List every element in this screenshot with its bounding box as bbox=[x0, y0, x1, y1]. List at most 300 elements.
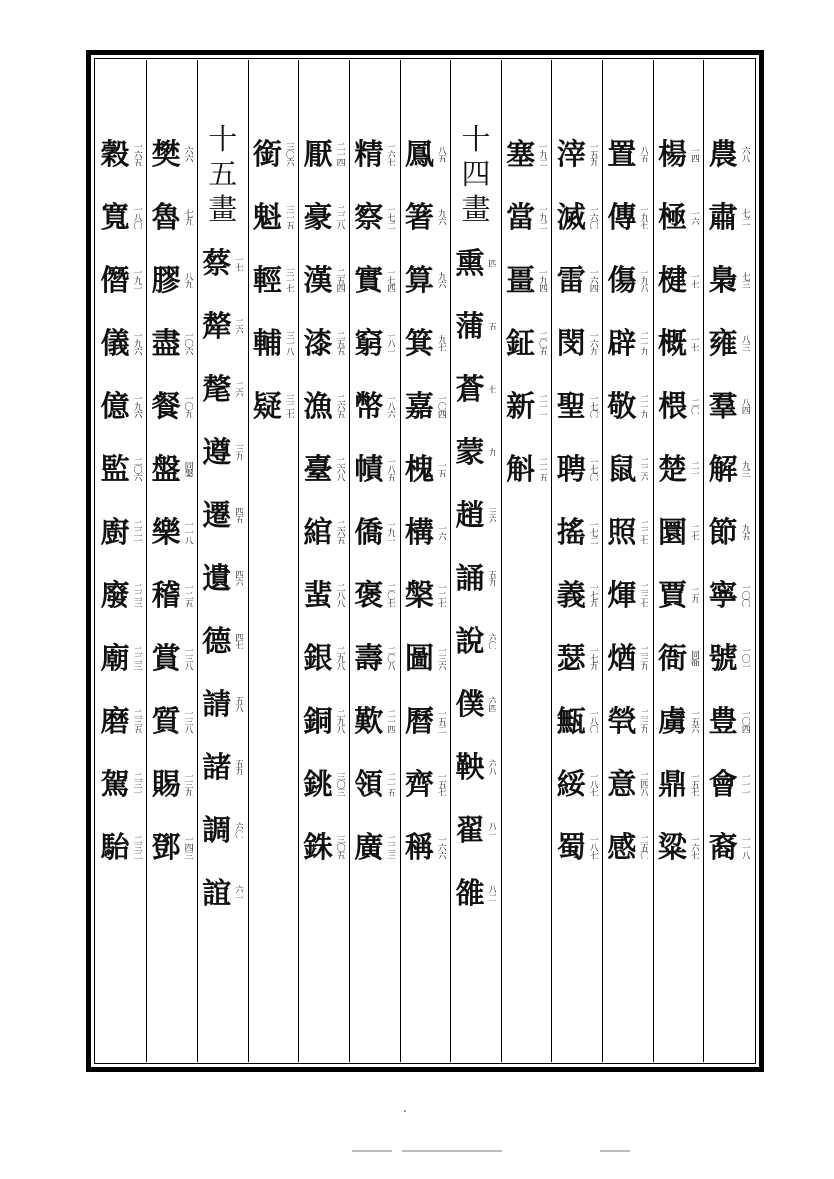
entry-page-number: 七三 bbox=[739, 271, 750, 288]
index-entry bbox=[552, 437, 602, 500]
index-entry bbox=[401, 689, 451, 752]
index-entry bbox=[147, 311, 197, 374]
entry-page-number: 一七 bbox=[233, 254, 244, 271]
entry-character: 煇 bbox=[607, 577, 637, 612]
index-entry bbox=[502, 185, 552, 248]
index-entry bbox=[96, 752, 146, 815]
index-entry bbox=[603, 122, 653, 185]
scan-speck bbox=[404, 1110, 406, 1112]
index-entry bbox=[350, 311, 400, 374]
entry-page-number: 四六 bbox=[233, 569, 244, 586]
entry-character: 僑 bbox=[354, 514, 384, 549]
entry-page-number: 二六八 bbox=[334, 456, 345, 481]
entry-character: 閔 bbox=[556, 325, 586, 360]
index-entry bbox=[654, 311, 704, 374]
entry-character: 衙 bbox=[658, 640, 688, 675]
entry-page-number: 一七二 bbox=[587, 519, 598, 544]
entry-page-number: 一六七 bbox=[689, 834, 700, 859]
entry-character: 蒲 bbox=[455, 308, 485, 343]
index-entry bbox=[552, 122, 602, 185]
entry-character: 照 bbox=[607, 514, 637, 549]
entry-character: 煢 bbox=[607, 703, 637, 738]
entry-page-number: 二二三 bbox=[131, 582, 142, 607]
index-entry bbox=[350, 185, 400, 248]
entry-character: 穀 bbox=[100, 136, 130, 171]
entry-character: 雒 bbox=[455, 875, 485, 910]
index-entry bbox=[350, 374, 400, 437]
index-entry bbox=[96, 248, 146, 311]
entry-page-number: 三〇三 bbox=[334, 771, 345, 796]
entry-page-number: 二五〇 bbox=[638, 834, 649, 859]
index-entry bbox=[147, 374, 197, 437]
index-entry bbox=[198, 483, 248, 546]
entry-page-number: 九三 bbox=[739, 460, 750, 477]
entry-character: 熏 bbox=[455, 245, 485, 280]
entry-character: 幣 bbox=[354, 388, 384, 423]
entry-page-number: 一一一 bbox=[739, 771, 750, 796]
entry-character: 鞅 bbox=[455, 749, 485, 784]
entry-character: 調 bbox=[202, 812, 232, 847]
entry-page-number: 二五四 bbox=[334, 267, 345, 292]
entry-character: 辟 bbox=[607, 325, 637, 360]
index-entry bbox=[654, 122, 704, 185]
entry-page-number: 一三六 bbox=[435, 645, 446, 670]
index-entry bbox=[299, 185, 349, 248]
entry-character: 廢 bbox=[100, 577, 130, 612]
index-column bbox=[602, 60, 653, 1062]
entry-page-number: 二二一 bbox=[131, 519, 142, 544]
index-entry bbox=[552, 185, 602, 248]
entry-character: 甒 bbox=[556, 703, 586, 738]
index-entry bbox=[249, 248, 299, 311]
index-entry bbox=[654, 500, 704, 563]
index-entry bbox=[451, 798, 501, 861]
entry-page-number: 二六 bbox=[233, 380, 244, 397]
entry-character: 瑟 bbox=[556, 640, 586, 675]
entry-character: 樊 bbox=[151, 136, 181, 171]
index-entry bbox=[603, 248, 653, 311]
entry-page-number: 二六 bbox=[233, 317, 244, 334]
index-entry bbox=[654, 689, 704, 752]
entry-page-number: 同衙 bbox=[689, 649, 700, 666]
entry-page-number: 四 bbox=[486, 258, 497, 267]
entry-character: 節 bbox=[708, 514, 738, 549]
entry-character: 虜 bbox=[658, 703, 688, 738]
entry-character: 搖 bbox=[556, 514, 586, 549]
index-entry bbox=[401, 500, 451, 563]
index-entry bbox=[96, 626, 146, 689]
entry-page-number: 一六七 bbox=[385, 141, 396, 166]
entry-character: 煪 bbox=[607, 640, 637, 675]
entry-character: 雍 bbox=[708, 325, 738, 360]
entry-character: 歎 bbox=[354, 703, 384, 738]
index-entry bbox=[552, 689, 602, 752]
index-entry bbox=[451, 483, 501, 546]
entry-page-number: 三一八 bbox=[283, 330, 294, 355]
entry-character: 僕 bbox=[455, 686, 485, 721]
index-entry bbox=[704, 185, 754, 248]
entry-character: 察 bbox=[354, 199, 384, 234]
entry-page-number: 一七四 bbox=[385, 267, 396, 292]
index-entry bbox=[147, 815, 197, 878]
index-entry bbox=[552, 311, 602, 374]
entry-page-number: 一七九 bbox=[587, 645, 598, 670]
entry-page-number: 二二八 bbox=[334, 204, 345, 229]
entry-character: 氂 bbox=[202, 371, 232, 406]
entry-character: 敬 bbox=[607, 388, 637, 423]
entry-page-number: 一七 bbox=[689, 271, 700, 288]
entry-character: 盡 bbox=[151, 325, 181, 360]
entry-character: 義 bbox=[556, 577, 586, 612]
entry-character: 疑 bbox=[252, 388, 282, 423]
index-column bbox=[197, 60, 248, 1062]
entry-page-number: 一九七 bbox=[638, 204, 649, 229]
index-entry bbox=[96, 689, 146, 752]
entry-character: 銖 bbox=[303, 829, 333, 864]
index-column bbox=[501, 60, 552, 1062]
index-entry bbox=[451, 231, 501, 294]
index-column bbox=[551, 60, 602, 1062]
stroke-count-heading bbox=[451, 122, 501, 227]
entry-page-number: 二〇五 bbox=[537, 330, 548, 355]
entry-page-number: 二一五 bbox=[537, 456, 548, 481]
entry-page-number: 八一 bbox=[486, 821, 497, 838]
entry-page-number: 二三九 bbox=[638, 645, 649, 670]
entry-page-number: 五九 bbox=[233, 758, 244, 775]
entry-page-number: 一八七 bbox=[587, 834, 598, 859]
entry-character: 實 bbox=[354, 262, 384, 297]
entry-character: 豊 bbox=[708, 703, 738, 738]
entry-character: 褒 bbox=[354, 577, 384, 612]
stroke-count-heading bbox=[198, 122, 248, 227]
entry-character: 構 bbox=[404, 514, 434, 549]
index-entry bbox=[401, 437, 451, 500]
entry-character: 精 bbox=[354, 136, 384, 171]
index-entry bbox=[704, 500, 754, 563]
entry-character: 遺 bbox=[202, 560, 232, 595]
index-entry bbox=[299, 563, 349, 626]
index-entry bbox=[198, 609, 248, 672]
entry-character: 置 bbox=[607, 136, 637, 171]
entry-character: 遵 bbox=[202, 434, 232, 469]
entry-character: 羣 bbox=[708, 388, 738, 423]
entry-page-number: 九 bbox=[486, 447, 497, 456]
entry-character: 儀 bbox=[100, 325, 130, 360]
index-entry bbox=[96, 563, 146, 626]
entry-page-number: 三一五 bbox=[283, 204, 294, 229]
entry-character: 畺 bbox=[506, 262, 536, 297]
entry-character: 臺 bbox=[303, 451, 333, 486]
entry-character: 駘 bbox=[100, 829, 130, 864]
index-entry bbox=[249, 311, 299, 374]
heading-char: 五 bbox=[208, 157, 238, 191]
entry-page-number: 一四 bbox=[689, 145, 700, 162]
entry-page-number: 八九 bbox=[182, 271, 193, 288]
index-entry bbox=[654, 185, 704, 248]
entry-page-number: 一一八 bbox=[182, 519, 193, 544]
index-entry bbox=[552, 626, 602, 689]
index-entry bbox=[603, 626, 653, 689]
entry-page-number: 一八一 bbox=[385, 330, 396, 355]
footer-smudge bbox=[352, 1150, 392, 1152]
entry-page-number: 八四 bbox=[739, 397, 750, 414]
entry-page-number: 二一四 bbox=[385, 708, 396, 733]
index-entry bbox=[299, 374, 349, 437]
index-entry bbox=[96, 374, 146, 437]
entry-character: 廟 bbox=[100, 640, 130, 675]
footer-smudge bbox=[600, 1150, 630, 1152]
index-entry bbox=[704, 374, 754, 437]
entry-character: 幘 bbox=[354, 451, 384, 486]
entry-page-number: 二〇七 bbox=[385, 582, 396, 607]
entry-character: 樂 bbox=[151, 514, 181, 549]
entry-character: 諸 bbox=[202, 749, 232, 784]
index-entry bbox=[654, 626, 704, 689]
entry-character: 箕 bbox=[404, 325, 434, 360]
entry-page-number: 一〇四 bbox=[739, 708, 750, 733]
heading-char: 十 bbox=[208, 122, 238, 156]
index-entry bbox=[96, 437, 146, 500]
index-entry bbox=[451, 294, 501, 357]
entry-character: 盤 bbox=[151, 451, 181, 486]
entry-page-number: 二五五 bbox=[334, 330, 345, 355]
entry-character: 餐 bbox=[151, 388, 181, 423]
entry-character: 銀 bbox=[303, 640, 333, 675]
entry-character: 楊 bbox=[658, 136, 688, 171]
entry-page-number: 一七〇 bbox=[587, 456, 598, 481]
entry-character: 鳳 bbox=[404, 136, 434, 171]
entry-page-number: 一三九 bbox=[182, 771, 193, 796]
entry-page-number: 一〇九 bbox=[182, 393, 193, 418]
entry-page-number: 一九六 bbox=[131, 330, 142, 355]
index-entry bbox=[654, 248, 704, 311]
index-entry bbox=[502, 374, 552, 437]
entry-character: 膠 bbox=[151, 262, 181, 297]
entry-page-number: 一九四 bbox=[537, 267, 548, 292]
index-entry bbox=[654, 752, 704, 815]
entry-character: 蜀 bbox=[556, 829, 586, 864]
index-entry bbox=[704, 626, 754, 689]
footer-smudge bbox=[402, 1150, 502, 1152]
index-entry bbox=[198, 672, 248, 735]
entry-character: 圖 bbox=[404, 640, 434, 675]
entry-character: 輔 bbox=[252, 325, 282, 360]
entry-character: 鼎 bbox=[658, 766, 688, 801]
index-entry bbox=[704, 752, 754, 815]
entry-character: 新 bbox=[506, 388, 536, 423]
entry-page-number: 三九 bbox=[233, 443, 244, 460]
index-entry bbox=[249, 185, 299, 248]
entry-page-number: 二〇八 bbox=[385, 645, 396, 670]
heading-char: 四 bbox=[461, 157, 491, 191]
entry-page-number: 九六 bbox=[435, 208, 446, 225]
entry-page-number: 六八 bbox=[739, 145, 750, 162]
entry-page-number: 二三九 bbox=[638, 708, 649, 733]
entry-page-number: 一九一 bbox=[385, 519, 396, 544]
index-entry bbox=[147, 752, 197, 815]
index-entry bbox=[350, 437, 400, 500]
index-column bbox=[400, 60, 451, 1062]
index-entry bbox=[350, 563, 400, 626]
entry-character: 解 bbox=[708, 451, 738, 486]
entry-page-number: 一八〇 bbox=[587, 708, 598, 733]
entry-character: 梟 bbox=[708, 262, 738, 297]
entry-character: 壽 bbox=[354, 640, 384, 675]
index-entry bbox=[350, 752, 400, 815]
index-entry bbox=[96, 122, 146, 185]
entry-page-number: 一五九 bbox=[587, 141, 598, 166]
index-entry bbox=[603, 311, 653, 374]
entry-character: 曆 bbox=[404, 703, 434, 738]
entry-character: 漁 bbox=[303, 388, 333, 423]
entry-character: 綏 bbox=[556, 766, 586, 801]
index-entry bbox=[299, 248, 349, 311]
entry-page-number: 二一九 bbox=[638, 330, 649, 355]
entry-character: 魯 bbox=[151, 199, 181, 234]
index-entry bbox=[299, 689, 349, 752]
index-entry bbox=[654, 374, 704, 437]
entry-character: 滓 bbox=[556, 136, 586, 171]
index-entry bbox=[451, 420, 501, 483]
entry-page-number: 六四 bbox=[486, 695, 497, 712]
entry-character: 監 bbox=[100, 451, 130, 486]
entry-character: 銚 bbox=[303, 766, 333, 801]
entry-page-number: 三〇五 bbox=[334, 834, 345, 859]
index-entry bbox=[350, 626, 400, 689]
entry-character: 賞 bbox=[151, 640, 181, 675]
entry-character: 銅 bbox=[303, 703, 333, 738]
entry-character: 僭 bbox=[100, 262, 130, 297]
index-columns bbox=[96, 60, 754, 1062]
entry-page-number: 三六 bbox=[486, 506, 497, 523]
entry-page-number: 一〇四 bbox=[435, 393, 446, 418]
entry-page-number: 四五 bbox=[233, 506, 244, 523]
index-entry bbox=[401, 248, 451, 311]
entry-character: 滅 bbox=[556, 199, 586, 234]
entry-character: 當 bbox=[506, 199, 536, 234]
entry-page-number: 二三一 bbox=[131, 771, 142, 796]
entry-character: 寧 bbox=[708, 577, 738, 612]
index-entry bbox=[350, 500, 400, 563]
entry-character: 犛 bbox=[202, 308, 232, 343]
entry-character: 請 bbox=[202, 686, 232, 721]
entry-page-number: 一七二 bbox=[385, 204, 396, 229]
index-entry bbox=[401, 626, 451, 689]
entry-page-number: 二三七 bbox=[638, 582, 649, 607]
entry-page-number: 一七 bbox=[689, 334, 700, 351]
index-entry bbox=[552, 374, 602, 437]
entry-page-number: 二一九 bbox=[638, 393, 649, 418]
entry-page-number: 五八 bbox=[233, 695, 244, 712]
index-entry bbox=[299, 437, 349, 500]
entry-page-number: 一六六 bbox=[435, 834, 446, 859]
entry-character: 意 bbox=[607, 766, 637, 801]
index-entry bbox=[249, 122, 299, 185]
entry-page-number: 一八六 bbox=[385, 393, 396, 418]
heading-char: 十 bbox=[461, 122, 491, 156]
index-entry bbox=[654, 815, 704, 878]
entry-page-number: 一八五 bbox=[385, 456, 396, 481]
entry-character: 算 bbox=[404, 262, 434, 297]
entry-page-number: 二三二 bbox=[131, 834, 142, 859]
entry-page-number: 一二五 bbox=[182, 582, 193, 607]
entry-page-number: 一六〇 bbox=[587, 204, 598, 229]
entry-page-number: 一六九 bbox=[587, 330, 598, 355]
entry-page-number: 一〇〇 bbox=[739, 582, 750, 607]
index-entry bbox=[603, 374, 653, 437]
index-entry bbox=[502, 437, 552, 500]
entry-page-number: 五九 bbox=[486, 569, 497, 586]
index-entry bbox=[552, 248, 602, 311]
entry-character: 槃 bbox=[404, 577, 434, 612]
entry-page-number: 一六 bbox=[435, 523, 446, 540]
index-entry bbox=[198, 294, 248, 357]
entry-page-number: 八二 bbox=[486, 884, 497, 901]
entry-character: 寬 bbox=[100, 199, 130, 234]
entry-page-number: 六一 bbox=[233, 884, 244, 901]
entry-page-number: 二九八 bbox=[334, 708, 345, 733]
index-entry bbox=[552, 752, 602, 815]
entry-page-number: 二九 bbox=[689, 586, 700, 603]
index-entry bbox=[198, 735, 248, 798]
index-entry bbox=[147, 563, 197, 626]
index-entry bbox=[552, 563, 602, 626]
index-entry bbox=[350, 815, 400, 878]
index-entry bbox=[451, 735, 501, 798]
entry-page-number: 一四三 bbox=[182, 834, 193, 859]
entry-character: 概 bbox=[658, 325, 688, 360]
entry-character: 粱 bbox=[658, 829, 688, 864]
index-entry bbox=[299, 311, 349, 374]
entry-character: 窮 bbox=[354, 325, 384, 360]
index-entry bbox=[603, 752, 653, 815]
entry-page-number: 七二 bbox=[739, 208, 750, 225]
entry-character: 楚 bbox=[658, 451, 688, 486]
entry-character: 極 bbox=[658, 199, 688, 234]
entry-page-number: 一〇一 bbox=[739, 645, 750, 670]
index-entry bbox=[350, 689, 400, 752]
entry-character: 塞 bbox=[506, 136, 536, 171]
entry-character: 銜 bbox=[252, 136, 282, 171]
entry-character: 裔 bbox=[708, 829, 738, 864]
entry-character: 賈 bbox=[658, 577, 688, 612]
index-entry bbox=[401, 122, 451, 185]
index-entry bbox=[704, 563, 754, 626]
index-entry bbox=[603, 437, 653, 500]
index-entry bbox=[451, 357, 501, 420]
index-entry bbox=[299, 815, 349, 878]
index-entry bbox=[198, 798, 248, 861]
entry-character: 斛 bbox=[506, 451, 536, 486]
entry-page-number: 二一四 bbox=[334, 141, 345, 166]
entry-page-number: 一一八 bbox=[739, 834, 750, 859]
index-entry bbox=[198, 861, 248, 924]
index-entry bbox=[603, 185, 653, 248]
entry-character: 磨 bbox=[100, 703, 130, 738]
index-entry bbox=[147, 500, 197, 563]
index-entry bbox=[96, 815, 146, 878]
heading-char: 畫 bbox=[461, 192, 491, 226]
entry-page-number: 一五七 bbox=[689, 771, 700, 796]
entry-page-number: 二二七 bbox=[638, 519, 649, 544]
entry-page-number: 三二七 bbox=[283, 393, 294, 418]
index-entry bbox=[147, 248, 197, 311]
index-entry bbox=[401, 311, 451, 374]
index-entry bbox=[350, 122, 400, 185]
entry-character: 駕 bbox=[100, 766, 130, 801]
entry-page-number: 三一七 bbox=[283, 267, 294, 292]
index-entry bbox=[401, 185, 451, 248]
